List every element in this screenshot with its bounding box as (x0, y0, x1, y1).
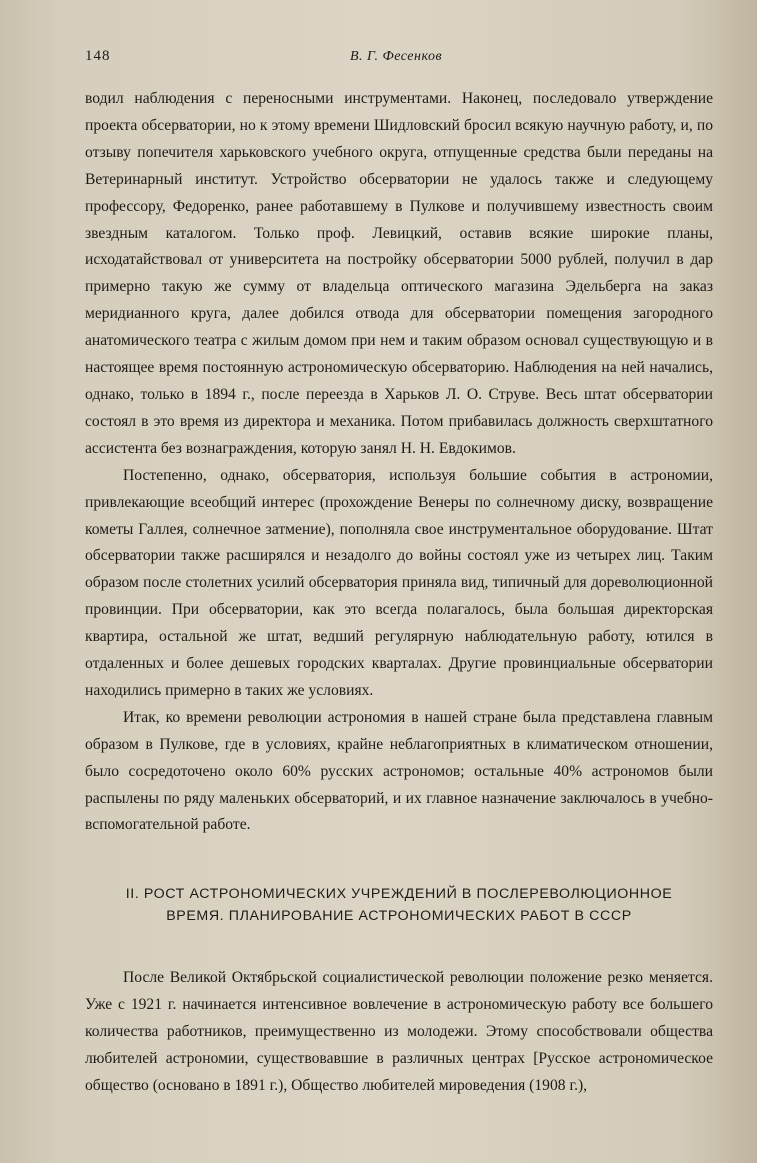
page-body (85, 86, 713, 1100)
section-paragraph: После Великой Октябрьской социалистической революции положение резко меняется. Уже с 1921 г. начинается интенсивное вовлечение в астрономическую работу все большего количества работников, преимущественно из молодежи. Этому способствовали общества любителей астрономии, существовавшие в различных центрах [Русское астрономическое общество (основано в 1891 г.), Общество любителей мироведения (1908 г.), (85, 969, 713, 1094)
paragraph-continued: водил наблюдения с переносными инструментами. Наконец, последовало утверждение проекта обсерватории, но к этому времени Шидловский бросил всякую научную работу, и, по отзыву попечителя харьковского учебного округа, отпущенные средства были переданы на Ветеринарный институт. Устройство обсерватории не удалось также и следующему профессору, Федоренко, ранее работавшему в Пулкове и получившему известность своим звездным каталогом. Только проф. Левицкий, оставив всякие широкие планы, исходатайствовал от университета на постройку обсерватории 5000 рублей, получил в дар примерно такую же сумму от владельца оптического магазина Эдельберга на заказ меридианного круга, далее добился отвода для обсерватории помещения загородного анатомического театра с жилым домом при нем и таким образом основал существующую и в настоящее время постоянную астрономическую обсерваторию. Наблюдения на ней начались, однако, только в 1894 г., после переезда в Харьков Л. О. Струве. Весь штат обсерватории состоял в это время из директора и механика. Потом прибавилась должность сверхштатного ассистента без вознаграждения, которую занял Н. Н. Евдокимов. (85, 90, 713, 457)
section-heading-line: II. РОСТ АСТРОНОМИЧЕСКИХ УЧРЕЖДЕНИЙ В ПОСЛЕРЕВОЛЮЦИОННОЕ (125, 886, 673, 903)
section-heading (85, 883, 713, 927)
paragraph: Итак, ко времени революции астрономия в нашей стране была представлена главным образом в Пулкове, где в условиях, крайне неблагоприятных в климатическом отношении, было сосредоточено около 60% русских астрономов; остальные 40% астрономов были распылены по ряду маленьких обсерваторий, и их главное назначение заключалось в учебно-вспомогательной работе. (85, 708, 713, 834)
section-heading-line: ВРЕМЯ. ПЛАНИРОВАНИЕ АСТРОНОМИЧЕСКИХ РАБОТ В СССР (166, 908, 632, 925)
page-header (85, 48, 717, 72)
paragraph: Постепенно, однако, обсерватория, используя большие события в астрономии, привлекающие всеобщий интерес (прохождение Венеры по солнечному диску, возвращение кометы Галлея, солнечное затмение), пополняла свое инструментальное оборудование. Штат обсерватории также расширялся и незадолго до войны состоял уже из четырех лиц. Таким образом после столетних усилий обсерватория приняла вид, типичный для дореволюционной провинции. При обсерватории, как это всегда полагалось, была большая директорская квартира, остальной же штат, ведший регулярную наблюдательную работу, ютился в отдаленных и более дешевых городских кварталах. Другие провинциальные обсерватории находились примерно в таких же условиях. (85, 466, 713, 699)
page-number: 148 (85, 48, 111, 64)
running-head-author: В. Г. Фесенков (350, 49, 443, 64)
